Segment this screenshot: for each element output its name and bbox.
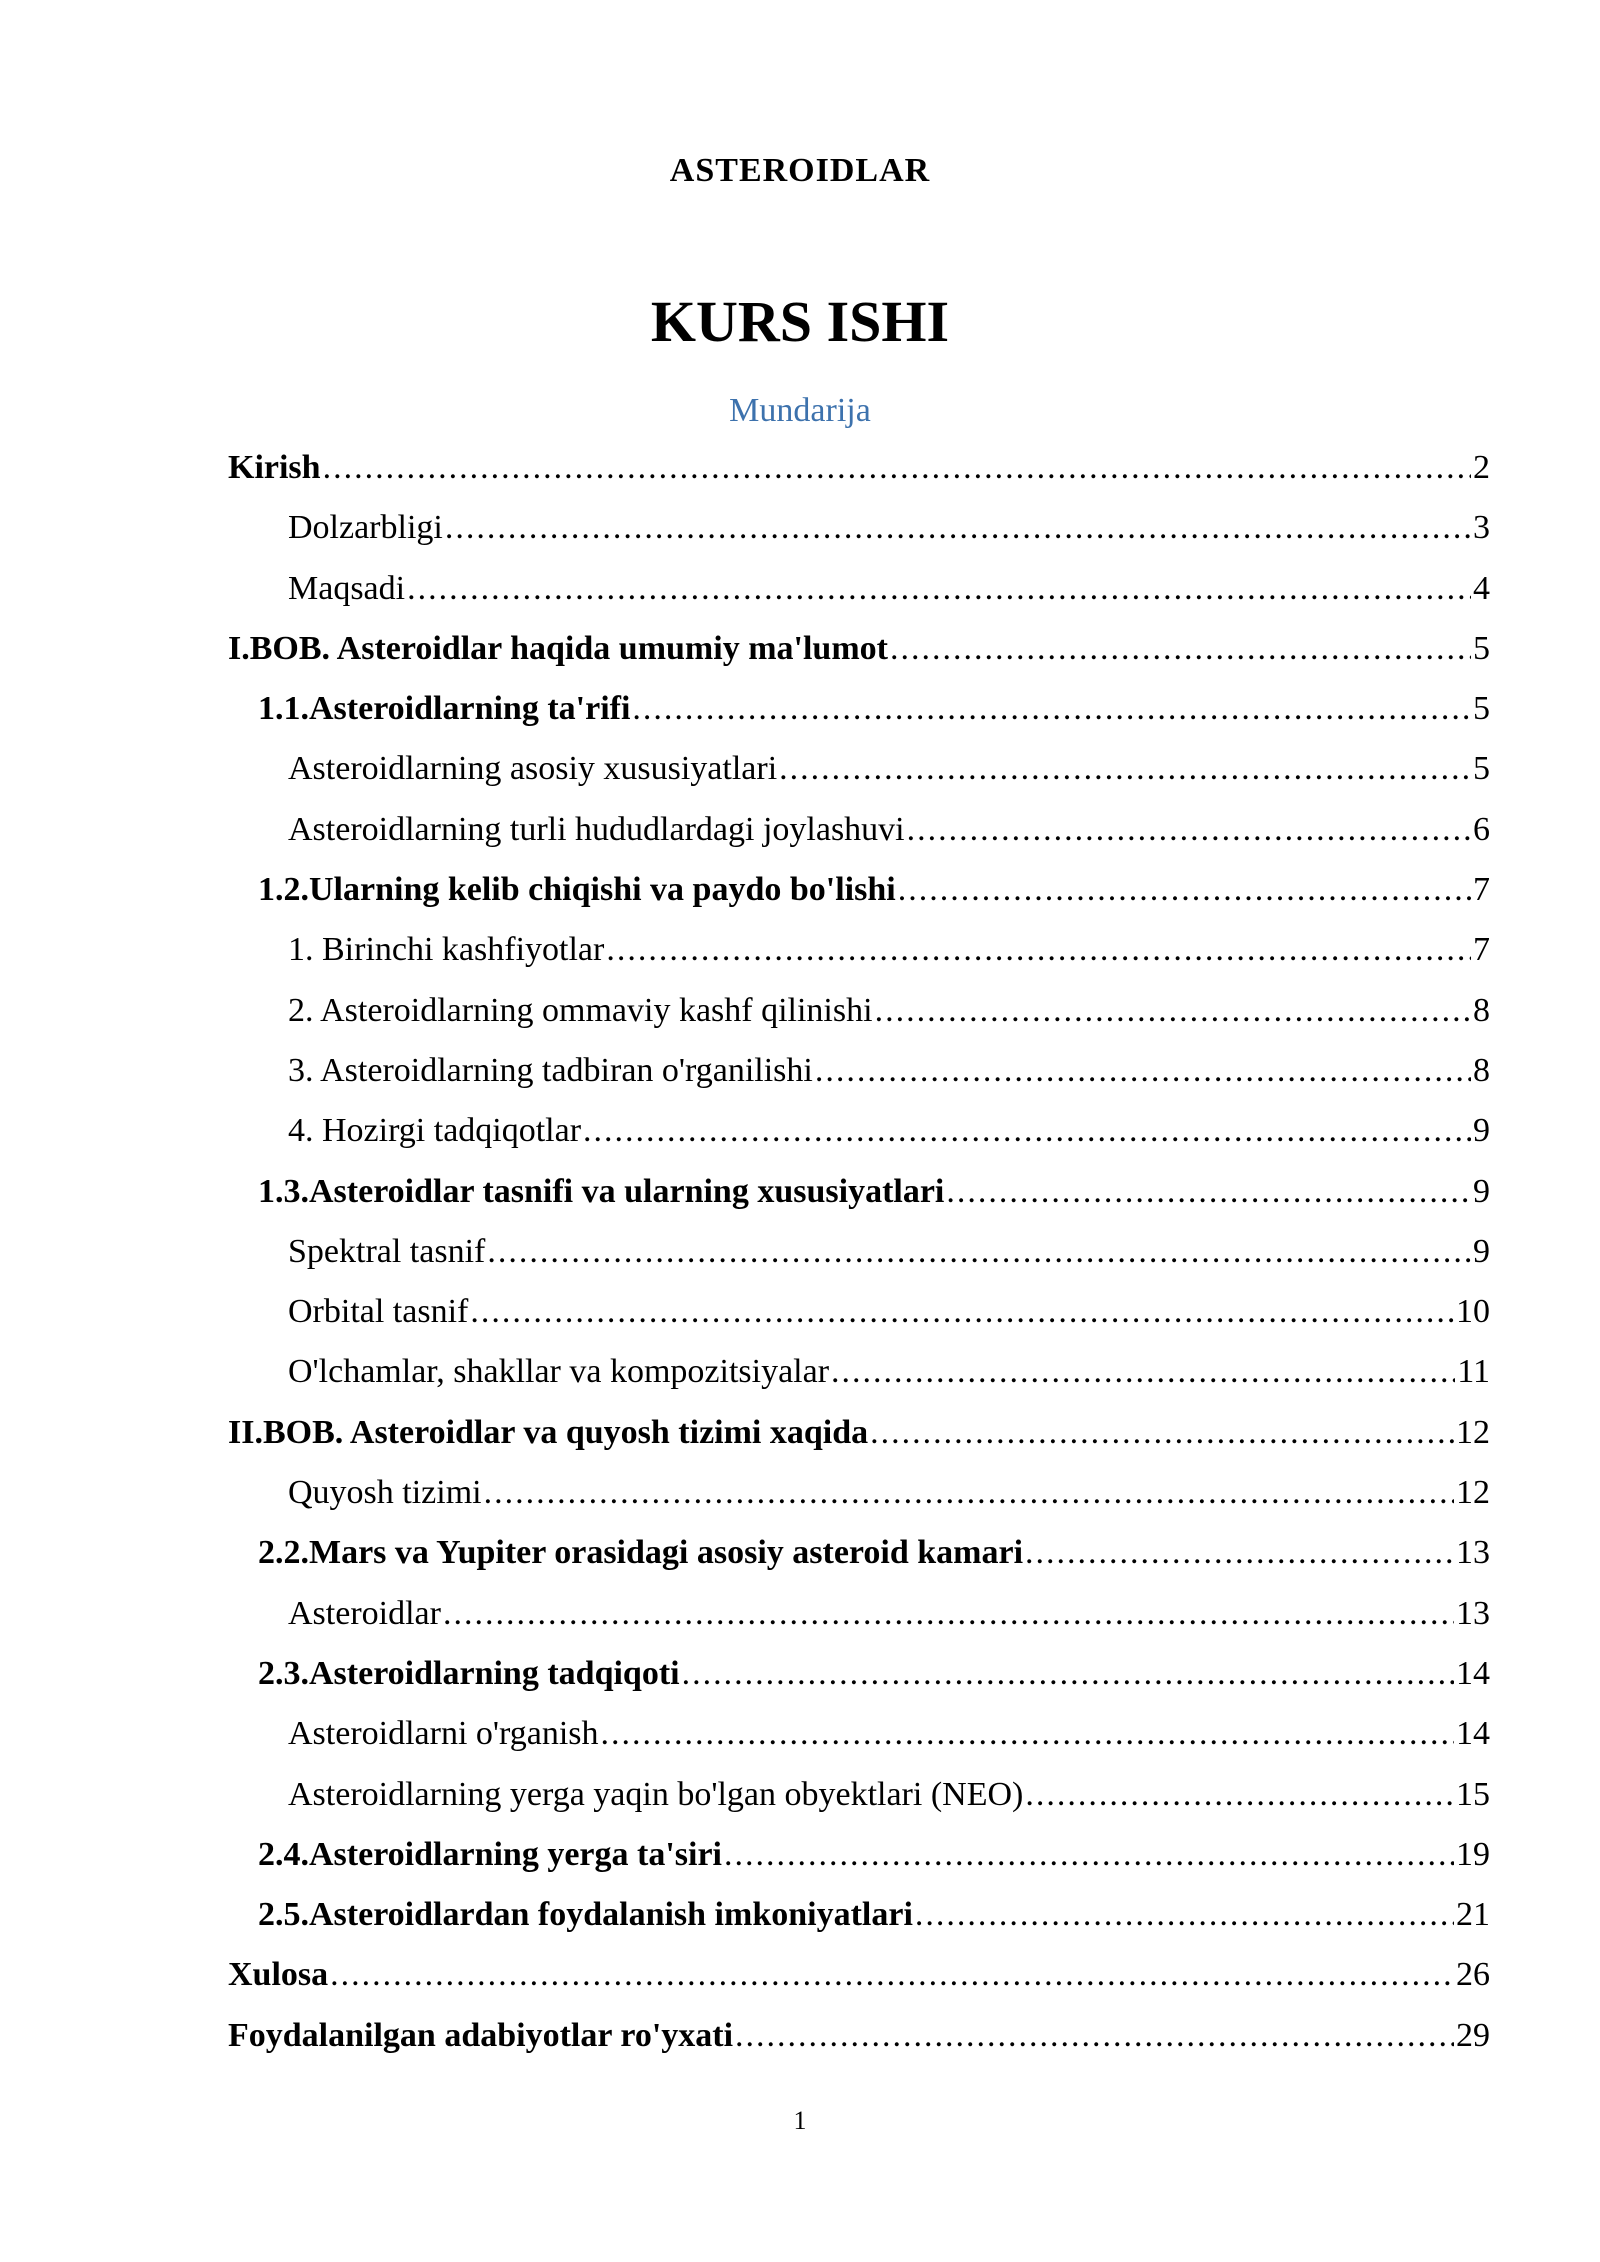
toc-entry-page: 5	[1473, 690, 1490, 728]
toc-entry[interactable]	[228, 1704, 1490, 1764]
toc-entry[interactable]	[228, 1041, 1490, 1101]
toc-entry[interactable]	[228, 2006, 1490, 2066]
toc-entry-label: Dolzarbligi	[288, 509, 443, 547]
toc-entry-page: 2	[1473, 449, 1490, 486]
toc-entry-page: 10	[1456, 1293, 1490, 1331]
toc-dot-leader	[632, 679, 1471, 739]
toc-entry-label: Asteroidlarning ta'rifi	[309, 690, 631, 728]
toc-entry-page: 29	[1456, 2016, 1490, 2054]
toc-entry-label: I.BOB. Asteroidlar haqida umumiy ma'lumot	[228, 629, 888, 667]
toc-dot-leader	[831, 1342, 1455, 1402]
toc-dot-leader	[484, 1463, 1454, 1523]
toc-entry-page: 13	[1456, 1534, 1490, 1572]
toc-entry-label: 2.5.Asteroidlardan foydalanish imkoniyatlari	[258, 1896, 913, 1934]
toc-entry-label: 2.4.Asteroidlarning yerga ta'siri	[258, 1835, 722, 1873]
document-title: KURS ISHI	[650, 289, 950, 354]
toc-dot-leader	[1025, 1523, 1454, 1583]
toc-entry[interactable]	[228, 1463, 1490, 1523]
toc-entry[interactable]	[228, 1644, 1490, 1704]
toc-dot-leader	[323, 438, 1471, 498]
toc-entry-label: Foydalanilgan adabiyotlar ro'yxati	[228, 2016, 734, 2054]
toc-entry-label: 2.2.Mars va Yupiter orasidagi asosiy asteroid kamari	[258, 1534, 1024, 1572]
toc-entry-label: 1. Birinchi kashfiyotlar	[288, 931, 605, 969]
toc-dot-leader	[815, 1041, 1471, 1101]
table-of-contents	[228, 438, 1490, 2066]
toc-dot-leader	[875, 981, 1471, 1041]
toc-entry[interactable]	[228, 438, 1490, 498]
toc-entry[interactable]	[228, 1342, 1490, 1402]
toc-entry[interactable]	[228, 1101, 1490, 1161]
toc-entry-label: 4. Hozirgi tadqiqotlar	[288, 1112, 582, 1150]
toc-entry-label: O'lchamlar, shakllar va kompozitsiyalar	[288, 1353, 830, 1391]
toc-entry-page: 9	[1473, 1172, 1490, 1210]
toc-dot-leader	[1025, 1765, 1454, 1825]
toc-entry-page: 26	[1456, 1956, 1490, 1994]
toc-entry[interactable]	[228, 679, 1490, 739]
toc-dot-leader	[330, 1945, 1454, 2005]
toc-entry-page: 7	[1473, 931, 1490, 969]
toc-entry-number: 1.2.	[258, 871, 309, 909]
toc-entry[interactable]	[228, 1945, 1490, 2005]
toc-entry[interactable]	[228, 498, 1490, 558]
toc-entry[interactable]	[228, 1282, 1490, 1342]
toc-entry-label: Asteroidlar tasnifi va ularning xususiyatlari	[309, 1172, 945, 1210]
toc-entry[interactable]	[228, 1825, 1490, 1885]
toc-dot-leader	[724, 1825, 1454, 1885]
toc-entry-number: 1.1.	[258, 690, 309, 728]
toc-entry-page: 4	[1473, 569, 1490, 607]
toc-entry-label: Asteroidlarning asosiy xususiyatlari	[288, 750, 778, 788]
toc-entry-page: 14	[1456, 1715, 1490, 1753]
toc-dot-leader	[946, 1162, 1471, 1222]
toc-entry[interactable]	[228, 860, 1490, 920]
toc-entry-page: 19	[1456, 1835, 1490, 1873]
toc-entry-page: 8	[1473, 991, 1490, 1029]
toc-entry-label: Asteroidlarni o'rganish	[288, 1715, 599, 1753]
toc-entry[interactable]	[228, 1765, 1490, 1825]
toc-entry-page: 8	[1473, 1051, 1490, 1089]
toc-heading: Mundarija	[729, 392, 871, 429]
toc-entry-number: 1.3.	[258, 1172, 309, 1210]
toc-entry-page: 15	[1456, 1775, 1490, 1813]
toc-dot-leader	[682, 1644, 1454, 1704]
toc-entry-page: 9	[1473, 1112, 1490, 1150]
toc-entry-label: II.BOB. Asteroidlar va quyosh tizimi xaqida	[228, 1413, 869, 1451]
toc-entry-label: 2. Asteroidlarning ommaviy kashf qilinishi	[288, 991, 873, 1029]
toc-dot-leader	[915, 1885, 1454, 1945]
toc-entry[interactable]	[228, 1403, 1490, 1463]
toc-entry-page: 5	[1473, 750, 1490, 788]
toc-entry-page: 12	[1456, 1413, 1490, 1451]
toc-entry-label: 2.3.Asteroidlarning tadqiqoti	[258, 1654, 680, 1692]
toc-entry[interactable]	[228, 1885, 1490, 1945]
toc-entry-label: Asteroidlarning turli hududlardagi joylashuvi	[288, 810, 905, 848]
toc-dot-leader	[407, 559, 1471, 619]
toc-entry[interactable]	[228, 739, 1490, 799]
toc-entry-label: Asteroidlarning yerga yaqin bo'lgan obyektlari (NEO)	[288, 1775, 1024, 1813]
toc-entry-label: Quyosh tizimi	[288, 1474, 482, 1512]
toc-entry[interactable]	[228, 1584, 1490, 1644]
toc-dot-leader	[870, 1403, 1454, 1463]
page-number: 1	[793, 2106, 807, 2135]
toc-dot-leader	[583, 1101, 1471, 1161]
toc-entry-label: Kirish	[228, 449, 321, 486]
toc-entry-label: Orbital tasnif	[288, 1293, 469, 1331]
toc-entry[interactable]	[228, 1523, 1490, 1583]
toc-dot-leader	[601, 1704, 1455, 1764]
toc-entry-label: Asteroidlar	[288, 1594, 441, 1632]
toc-entry-page: 7	[1473, 871, 1490, 909]
toc-dot-leader	[487, 1222, 1471, 1282]
toc-entry-page: 13	[1456, 1594, 1490, 1632]
toc-entry-label: Ularning kelib chiqishi va paydo bo'lishi	[309, 871, 896, 909]
document-subject: ASTEROIDLAR	[669, 152, 931, 189]
toc-entry-page: 21	[1456, 1896, 1490, 1934]
toc-entry-page: 11	[1457, 1353, 1490, 1391]
toc-dot-leader	[890, 619, 1471, 679]
toc-entry-page: 6	[1473, 810, 1490, 848]
toc-entry-page: 3	[1473, 509, 1490, 547]
toc-entry[interactable]	[228, 1162, 1490, 1222]
toc-entry-page: 14	[1456, 1654, 1490, 1692]
toc-dot-leader	[470, 1282, 1454, 1342]
toc-entry-page: 12	[1456, 1474, 1490, 1512]
toc-entry[interactable]	[228, 920, 1490, 980]
toc-entry-label: Spektral tasnif	[288, 1232, 486, 1270]
toc-entry-label: Xulosa	[228, 1956, 329, 1994]
toc-dot-leader	[898, 860, 1471, 920]
toc-entry[interactable]	[228, 981, 1490, 1041]
toc-entry-label: 3. Asteroidlarning tadbiran o'rganilishi	[288, 1051, 813, 1089]
toc-entry[interactable]	[228, 619, 1490, 679]
toc-entry-label: Maqsadi	[288, 569, 406, 607]
toc-entry[interactable]	[228, 1222, 1490, 1282]
toc-dot-leader	[735, 2006, 1454, 2066]
toc-entry-page: 9	[1473, 1232, 1490, 1270]
toc-dot-leader	[445, 498, 1471, 558]
toc-dot-leader	[907, 800, 1471, 860]
toc-dot-leader	[779, 739, 1471, 799]
toc-entry[interactable]	[228, 559, 1490, 619]
toc-entry-page: 5	[1473, 629, 1490, 667]
toc-dot-leader	[443, 1584, 1454, 1644]
toc-entry[interactable]	[228, 800, 1490, 860]
toc-dot-leader	[606, 920, 1471, 980]
